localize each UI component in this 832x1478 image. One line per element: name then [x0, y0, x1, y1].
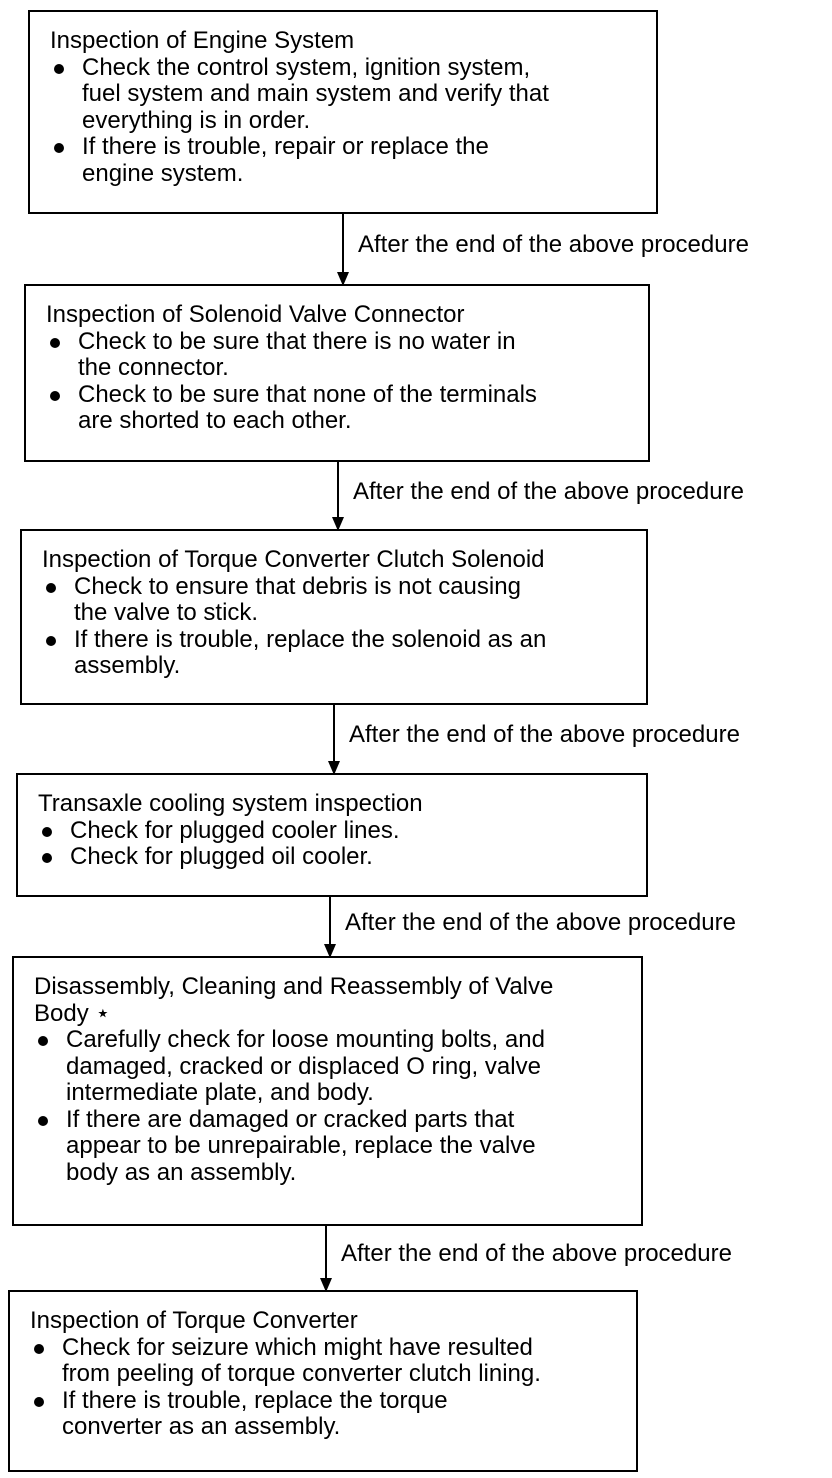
- bullet-icon: [34, 1344, 44, 1354]
- bullet-icon: [46, 583, 56, 593]
- bullet-text: the valve to stick.: [74, 599, 259, 626]
- bullet-text: assembly.: [74, 652, 181, 679]
- connector-label: After the end of the above procedure: [353, 478, 744, 505]
- connector-label: After the end of the above procedure: [349, 721, 740, 748]
- bullet-text: Check to ensure that debris is not causing: [74, 572, 521, 600]
- bullet-text: fuel system and main system and verify that: [82, 80, 549, 107]
- bullet-icon: [54, 143, 64, 153]
- step-bullet: [34, 1107, 641, 1187]
- bullet-icon: [54, 64, 64, 74]
- bullet-icon: [42, 853, 52, 863]
- bullet-text: If there is trouble, replace the solenoid as an: [74, 625, 547, 653]
- step-bullet: [30, 1388, 636, 1441]
- step-bullet: [50, 134, 656, 187]
- step-bullet: [46, 382, 648, 435]
- step-title: Inspection of Torque Converter: [30, 1307, 358, 1334]
- bullet-icon: [34, 1397, 44, 1407]
- arrow-head-icon: [332, 517, 344, 531]
- bullet-text: Carefully check for loose mounting bolts, and: [66, 1026, 545, 1053]
- bullet-icon: [46, 636, 56, 646]
- bullet-text: damaged, cracked or displaced O ring, valve: [66, 1052, 541, 1080]
- step-bullet: [50, 55, 656, 135]
- step-bullet: [34, 1027, 641, 1107]
- step-bullet: [38, 844, 646, 871]
- bullet-text: intermediate plate, and body.: [66, 1079, 374, 1106]
- step-bullet: [46, 329, 648, 382]
- step-box: [16, 773, 648, 897]
- bullet-text: If there is trouble, replace the torque: [62, 1386, 448, 1414]
- bullet-text: Check to be sure that there is no water in: [78, 327, 516, 355]
- bullet-text: from peeling of torque converter clutch lining.: [62, 1360, 541, 1387]
- connector-label: After the end of the above procedure: [358, 231, 749, 258]
- bullet-icon: [50, 338, 60, 348]
- arrow-connector: [333, 705, 335, 773]
- bullet-text: Check for seizure which might have resulted: [62, 1333, 533, 1361]
- step-title: Inspection of Engine System: [50, 27, 355, 54]
- connector-label: After the end of the above procedure: [345, 909, 736, 936]
- step-box: [24, 284, 650, 462]
- step-bullet: [38, 818, 646, 845]
- step-box: [20, 529, 648, 705]
- bullet-text: Check the control system, ignition system,: [82, 53, 531, 81]
- bullet-text: body as an assembly.: [66, 1158, 297, 1186]
- bullet-icon: [50, 391, 60, 401]
- bullet-text: are shorted to each other.: [78, 407, 352, 434]
- step-box: [12, 956, 643, 1226]
- arrow-head-icon: [328, 761, 340, 775]
- bullet-text: Check to be sure that none of the terminals: [78, 380, 537, 408]
- arrow-head-icon: [324, 944, 336, 958]
- step-bullet: [30, 1335, 636, 1388]
- bullet-text: If there is trouble, repair or replace the: [82, 133, 489, 160]
- step-title: Inspection of Torque Converter Clutch Solenoid: [42, 546, 545, 573]
- bullet-text: If there are damaged or cracked parts that: [66, 1105, 515, 1133]
- bullet-text: Check for plugged oil cooler.: [70, 843, 373, 870]
- bullet-text: everything is in order.: [82, 106, 311, 134]
- step-title: Disassembly, Cleaning and Reassembly of Valve: [34, 973, 554, 1000]
- arrow-connector: [329, 897, 331, 956]
- bullet-icon: [38, 1116, 48, 1126]
- bullet-icon: [42, 827, 52, 837]
- connector-label: After the end of the above procedure: [341, 1240, 732, 1267]
- step-title: Inspection of Solenoid Valve Connector: [46, 301, 465, 328]
- bullet-text: appear to be unrepairable, replace the valve: [66, 1132, 536, 1159]
- arrow-connector: [342, 214, 344, 284]
- step-box: [8, 1290, 638, 1472]
- step-title: Body ⋆: [34, 999, 111, 1027]
- step-bullet: [42, 627, 646, 680]
- arrow-head-icon: [320, 1278, 332, 1292]
- bullet-text: engine system.: [82, 159, 244, 187]
- arrow-connector: [325, 1226, 327, 1290]
- arrow-connector: [337, 462, 339, 529]
- bullet-text: Check for plugged cooler lines.: [70, 816, 400, 844]
- step-title: Transaxle cooling system inspection: [38, 790, 423, 817]
- bullet-text: converter as an assembly.: [62, 1413, 341, 1440]
- step-bullet: [42, 574, 646, 627]
- step-box: [28, 10, 658, 214]
- arrow-head-icon: [337, 272, 349, 286]
- bullet-icon: [38, 1036, 48, 1046]
- bullet-text: the connector.: [78, 354, 229, 381]
